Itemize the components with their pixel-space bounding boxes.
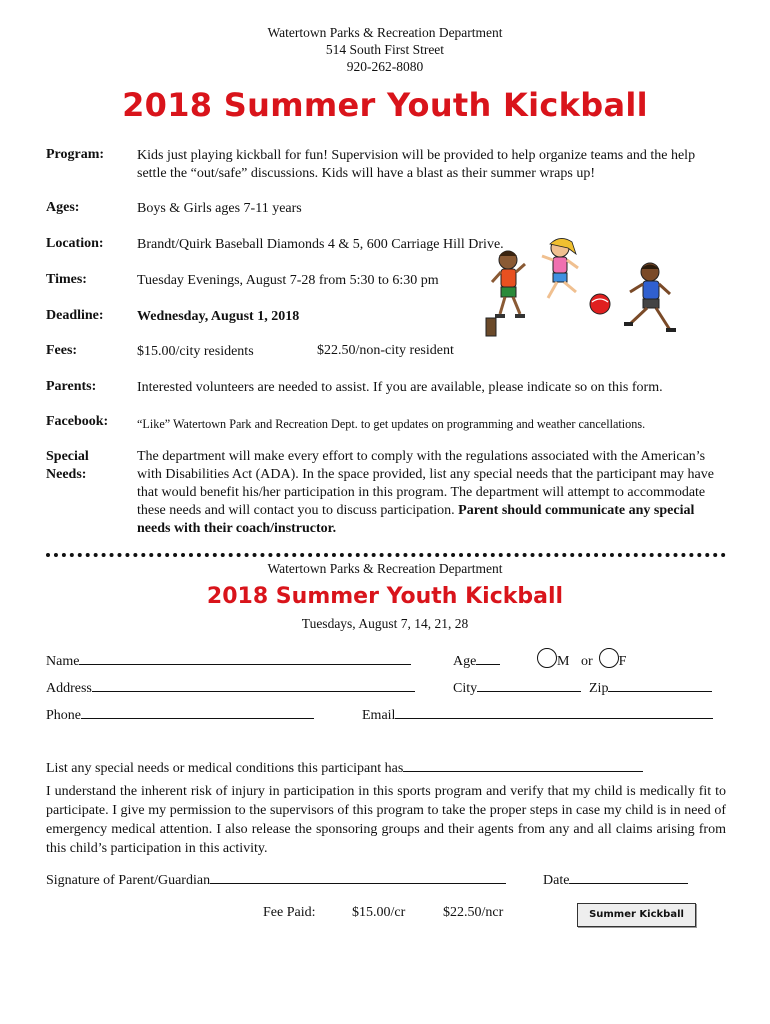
times-text: Tuesday Evenings, August 7-28 from 5:30 to 6:30 pm <box>137 273 439 288</box>
special-needs-label: Special Needs: <box>46 449 89 482</box>
gender-field[interactable] <box>537 648 626 670</box>
address-field[interactable] <box>46 678 415 697</box>
or-label: or <box>580 654 593 669</box>
age-label: Age <box>453 654 477 669</box>
parents-label: Parents: <box>46 379 97 394</box>
phone-field[interactable] <box>46 705 314 724</box>
special-needs-line[interactable] <box>403 758 643 772</box>
name-field[interactable] <box>46 651 411 670</box>
department-phone: 920-262-8080 <box>346 59 424 74</box>
form-title: 2018 Summer Youth Kickball <box>206 584 564 609</box>
male-label: M <box>557 654 570 669</box>
email-line[interactable] <box>395 705 713 719</box>
kids-kickball-illustration <box>480 232 705 352</box>
zip-line[interactable] <box>608 678 712 692</box>
fee-noncity-option: $22.50/ncr <box>443 905 504 920</box>
department-name: Watertown Parks & Recreation Department <box>267 25 503 40</box>
form-department-name: Watertown Parks & Recreation Department <box>267 561 503 576</box>
special-needs-question: List any special needs or medical conditions this participant has <box>46 761 404 776</box>
program-text: Kids just playing kickball for fun! Supervision will be provided to help organize teams and the help settle the “out/safe” discussions. Kids will have a blast as their summer wraps up! <box>137 148 696 181</box>
date-label: Date <box>543 873 570 888</box>
facebook-text: “Like” Watertown Park and Recreation Dept. to get updates on programming and weather cancellations. <box>137 417 646 431</box>
fees-label: Fees: <box>46 343 78 358</box>
program-label: Program: <box>46 147 105 162</box>
page-title: 2018 Summer Youth Kickball <box>122 86 648 124</box>
special-needs-bold: Parent should communicate any special needs with their coach/instructor. <box>137 503 695 536</box>
female-radio[interactable] <box>599 648 619 668</box>
address-line[interactable] <box>92 678 415 692</box>
department-address: 514 South First Street <box>325 42 445 57</box>
male-radio[interactable] <box>537 648 557 668</box>
phone-label: Phone <box>46 708 81 723</box>
special-needs-body: The department will make every effort to comply with the regulations associated with the American’s with Disabilities Act (ADA). In the space provided, list any special needs that the participant may have that would benefit his/her participation in this program. The department will attempt to accommodate these needs and will contact you to discuss participation. <box>137 449 714 518</box>
facebook-label: Facebook: <box>46 414 109 429</box>
email-field[interactable] <box>362 705 713 724</box>
city-label: City <box>453 681 478 696</box>
kickball-ball <box>590 294 610 314</box>
date-field[interactable] <box>543 870 688 889</box>
fee-paid-label: Fee Paid: <box>263 905 316 920</box>
form-dates: Tuesdays, August 7, 14, 21, 28 <box>301 616 469 631</box>
ages-text: Boys & Girls ages 7-11 years <box>137 201 302 216</box>
zip-field[interactable] <box>589 678 712 697</box>
times-label: Times: <box>46 272 87 287</box>
name-line[interactable] <box>79 651 411 665</box>
kid-middle-figure <box>542 238 578 298</box>
signature-line[interactable] <box>210 870 506 884</box>
liability-waiver: I understand the inherent risk of injury in participation in this sports program and verify that my child is medically fit to participate. I give my permission to the supervisors of this program to take the proper steps in case my child is in need of emergency medical attention. I also release the sponsoring groups and their agents from any and all claims arising from this child’s participation in this activity. <box>46 784 726 856</box>
fee-city-option: $15.00/cr <box>352 905 406 920</box>
kid-left-figure <box>486 251 525 336</box>
city-field[interactable] <box>453 678 581 697</box>
name-label: Name <box>46 654 80 669</box>
fees-city: $15.00/city residents <box>137 344 254 359</box>
ages-label: Ages: <box>46 200 80 215</box>
phone-line[interactable] <box>81 705 314 719</box>
zip-label: Zip <box>589 681 609 696</box>
summer-kickball-stamp: Summer Kickball <box>577 903 696 927</box>
deadline-label: Deadline: <box>46 308 104 323</box>
deadline-text: Wednesday, August 1, 2018 <box>137 309 300 324</box>
address-label: Address <box>46 681 92 696</box>
signature-field[interactable] <box>46 870 506 889</box>
email-label: Email <box>362 708 396 723</box>
location-text: Brandt/Quirk Baseball Diamonds 4 & 5, 600 Carriage Hill Drive. <box>137 237 504 252</box>
location-label: Location: <box>46 236 104 251</box>
fees-noncity: $22.50/non-city resident <box>317 343 454 358</box>
parents-text: Interested volunteers are needed to assist. If you are available, please indicate so on this form. <box>137 380 663 395</box>
special-needs-field[interactable] <box>46 758 643 777</box>
age-line[interactable] <box>476 651 500 665</box>
kid-right-figure <box>624 263 676 332</box>
female-label: F <box>618 654 627 669</box>
special-needs-text <box>137 448 717 538</box>
signature-label: Signature of Parent/Guardian <box>46 873 211 888</box>
city-line[interactable] <box>477 678 581 692</box>
date-line[interactable] <box>569 870 688 884</box>
cut-line-divider <box>46 553 726 557</box>
age-field[interactable] <box>453 651 500 670</box>
